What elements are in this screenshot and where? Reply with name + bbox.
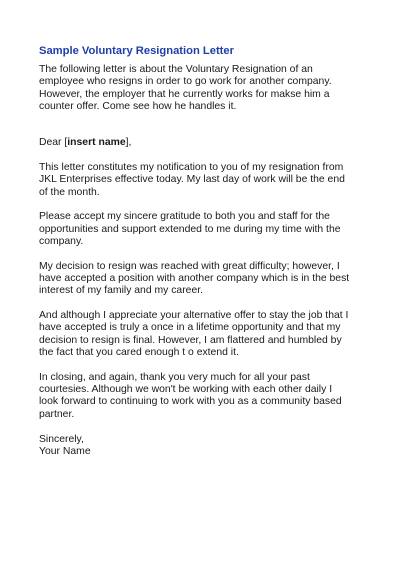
salutation — [39, 137, 369, 149]
signoff: Sincerely, — [39, 433, 84, 445]
paragraph-line: look forward to continuing to work with you as a community based — [39, 396, 342, 408]
paragraph-line: In closing, and again, thank you very much for all your past — [39, 371, 310, 383]
paragraph-line: have accepted a position with another company which is in the best — [39, 273, 350, 285]
signer-name: Your Name — [39, 445, 91, 457]
letter-page — [39, 44, 369, 458]
paragraph-line: And although I appreciate your alternative offer to stay the job that I — [39, 310, 349, 322]
paragraph-line: partner. — [39, 408, 75, 420]
intro-line: The following letter is about the Voluntary Resignation of an — [39, 64, 313, 75]
body-paragraph-gratitude — [39, 211, 369, 248]
salutation-prefix: Dear [ — [39, 137, 68, 149]
body-paragraph-decision — [39, 261, 369, 298]
paragraph-line: the fact that you cared enough t o extend it. — [39, 347, 239, 359]
salutation-placeholder: insert name — [67, 137, 126, 149]
paragraph-line: Please accept my sincere gratitude to both you and staff for the — [39, 211, 330, 223]
paragraph-line: JKL Enterprises effective today. My last day of work will be the end — [39, 174, 345, 186]
paragraph-line: courtesies. Although we won't be working with each other daily I — [39, 384, 333, 396]
body-paragraph-counter-offer — [39, 310, 369, 359]
paragraph-line: decision to resign is final. However, I am flattered and humbled by — [39, 334, 342, 346]
paragraph-line: interest of my family and my career. — [39, 285, 203, 297]
paragraph-line: opportunities and support extended to me during my time with the — [39, 223, 341, 235]
intro-paragraph — [39, 64, 369, 113]
intro-line: However, the employer that he currently works for makse him a — [39, 88, 330, 100]
intro-line: counter offer. Come see how he handles it. — [39, 100, 237, 112]
body-paragraph-closing — [39, 372, 369, 421]
signature-block — [39, 434, 369, 459]
salutation-suffix: ], — [125, 137, 132, 149]
letter-title: Sample Voluntary Resignation Letter — [39, 45, 234, 57]
body-paragraph-notification — [39, 162, 369, 199]
paragraph-line: of the month. — [39, 186, 100, 198]
paragraph-line: have accepted is truly a once in a lifetime opportunity and that my — [39, 322, 341, 334]
intro-line: employee who resigns in order to go work for another company. — [39, 76, 332, 88]
paragraph-line: company. — [39, 235, 84, 247]
paragraph-line: This letter constitutes my notification to you of my resignation from — [39, 161, 344, 173]
paragraph-line: My decision to resign was reached with great difficulty; however, I — [39, 260, 340, 272]
